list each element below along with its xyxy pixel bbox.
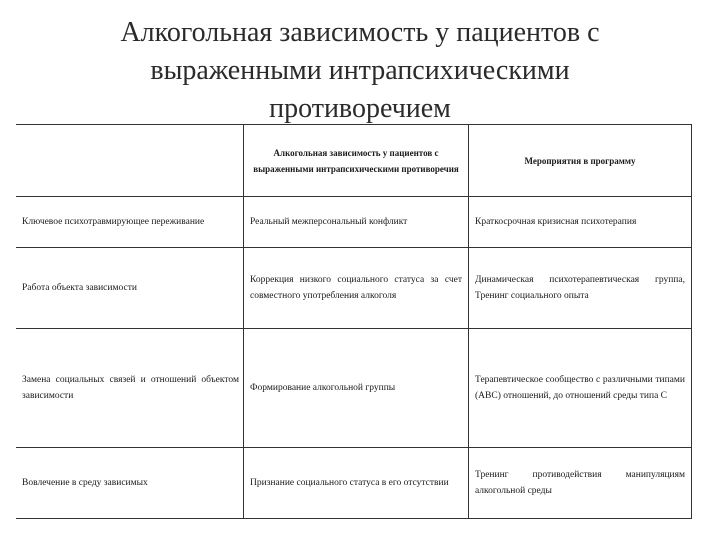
- measures-cell: Тренинг противодействия манипуляциям алкогольной среды: [468, 448, 692, 518]
- table-row: [16, 197, 692, 248]
- row-label-cell: Вовлечение в среду зависимых: [22, 478, 148, 488]
- row-label-cell: Работа объекта зависимости: [22, 283, 137, 293]
- dependency-cell: Коррекция низкого социального статуса за счет совместного употребления алкоголя: [243, 248, 468, 328]
- title-line-3: противоречием: [269, 93, 451, 124]
- measures-cell: Динамическая психотерапевтическая группа, Тренинг социального опыта: [468, 248, 692, 328]
- slide-title: [0, 14, 720, 128]
- header-cell-empty: [16, 125, 243, 196]
- measures-cell: Терапевтическое сообщество с различными типами (АВС) отношений, до отношений среды типа С: [468, 329, 692, 447]
- table-row: [16, 248, 692, 329]
- dependency-cell: Реальный межперсональный конфликт: [243, 197, 468, 247]
- table-row: [16, 329, 692, 448]
- data-table: [16, 124, 692, 519]
- title-line-1: Алкогольная зависимость у пациентов с: [120, 17, 600, 48]
- header-cell-measures: Мероприятия в программу: [468, 125, 692, 196]
- table-header-row: [16, 125, 692, 197]
- row-label-cell: Ключевое психотравмирующее переживание: [22, 217, 205, 227]
- title-line-2: выраженными интрапсихическими: [150, 55, 570, 86]
- dependency-cell: Формирование алкогольной группы: [243, 329, 468, 447]
- header-cell-dependency: Алкогольная зависимость у пациентов с выраженными интрапсихическими противоречия: [243, 125, 468, 196]
- measures-cell: Краткосрочная кризисная психотерапия: [468, 197, 692, 247]
- dependency-cell: Признание социального статуса в его отсутствии: [243, 448, 468, 518]
- row-label-cell: Замена социальных связей и отношений объектом зависимости: [22, 375, 239, 401]
- table-row: [16, 448, 692, 519]
